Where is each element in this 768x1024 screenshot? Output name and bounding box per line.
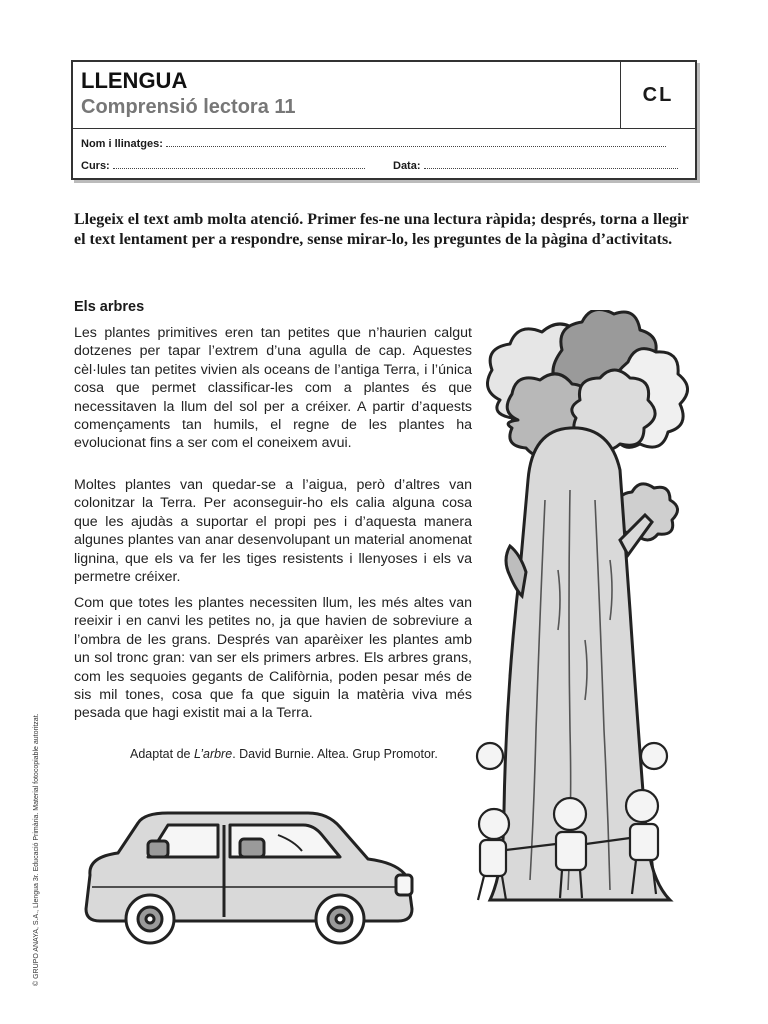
copyright-note: © GRUPO ANAYA, S.A., Llengua 3r. Educació Primària. Material fotocopiable autoritzat. [33,713,40,986]
paragraph-1: Les plantes primitives eren tan petites que n’haurien calgut dotzenes per tapar l’extrem d’una agulla de cap. Aquestes cèl·lules tan petites vivien als oceans de l’antiga Terra, i l’única cosa que permet classificar-les com a plantes és que necessitaven la llum del sol per a créixer. A partir d’aquests començaments tan humils, el regne de les plantes ha evolucionat fins a ser com el coneixem avui. [74,325,472,452]
course-dotted-line [113,160,365,169]
paragraph-2: Moltes plantes van quedar-se a l’aigua, però d’altres van colonitzar la Terra. Per aconseguir-ho els calia alguna cosa que les ajudàs a suportar el propi pes i d’aquesta manera algunes plantes van anar desenvolupant un material anomenat lignina, que els va fer les tiges resistents i llenyoses i els va permetre créixer. [74,477,472,586]
name-label: Nom i llinatges: [81,138,163,150]
name-field[interactable] [81,138,666,150]
instructions: Llegeix el text amb molta atenció. Primer fes-ne una lectura ràpida; després, torna a llegir el text lentament per a respondre, sense mirar-lo, les preguntes de la pàgina d’activitats. [74,211,689,248]
subject-title: LLENGUA [81,68,188,93]
cl-badge: CL [620,62,695,129]
date-dotted-line [424,160,678,169]
course-label: Curs: [81,160,110,172]
worksheet-subtitle: Comprensió lectora 11 [81,96,296,118]
name-dotted-line [166,138,666,147]
car-illustration [78,805,423,955]
paragraph-3: Com que totes les plantes necessiten llum, les més altes van reeixir i en canvi les petites no, ja que havien de sobreviure a l’ombra de les grans. Després van aparèixer les plantes amb un sol tronc gran: van ser els primers arbres. Els arbres grans, com les sequoies gegants de Califòrnia, poden pesar més de sis mil tones, cosa que fa que siguin la matèria viva més pesada que hagi existit mai a la Terra. [74,595,472,722]
header-title-area [73,62,621,129]
book-title: L’arbre [193,747,233,761]
date-field[interactable] [393,160,678,172]
course-field[interactable] [81,160,365,172]
tree-illustration [470,310,700,910]
source-credit: Adaptat de L’arbre. David Burnie. Altea. Grup Promotor. [130,747,438,761]
header-box [71,60,697,180]
article-title: Els arbres [74,299,145,315]
date-label: Data: [393,160,421,172]
